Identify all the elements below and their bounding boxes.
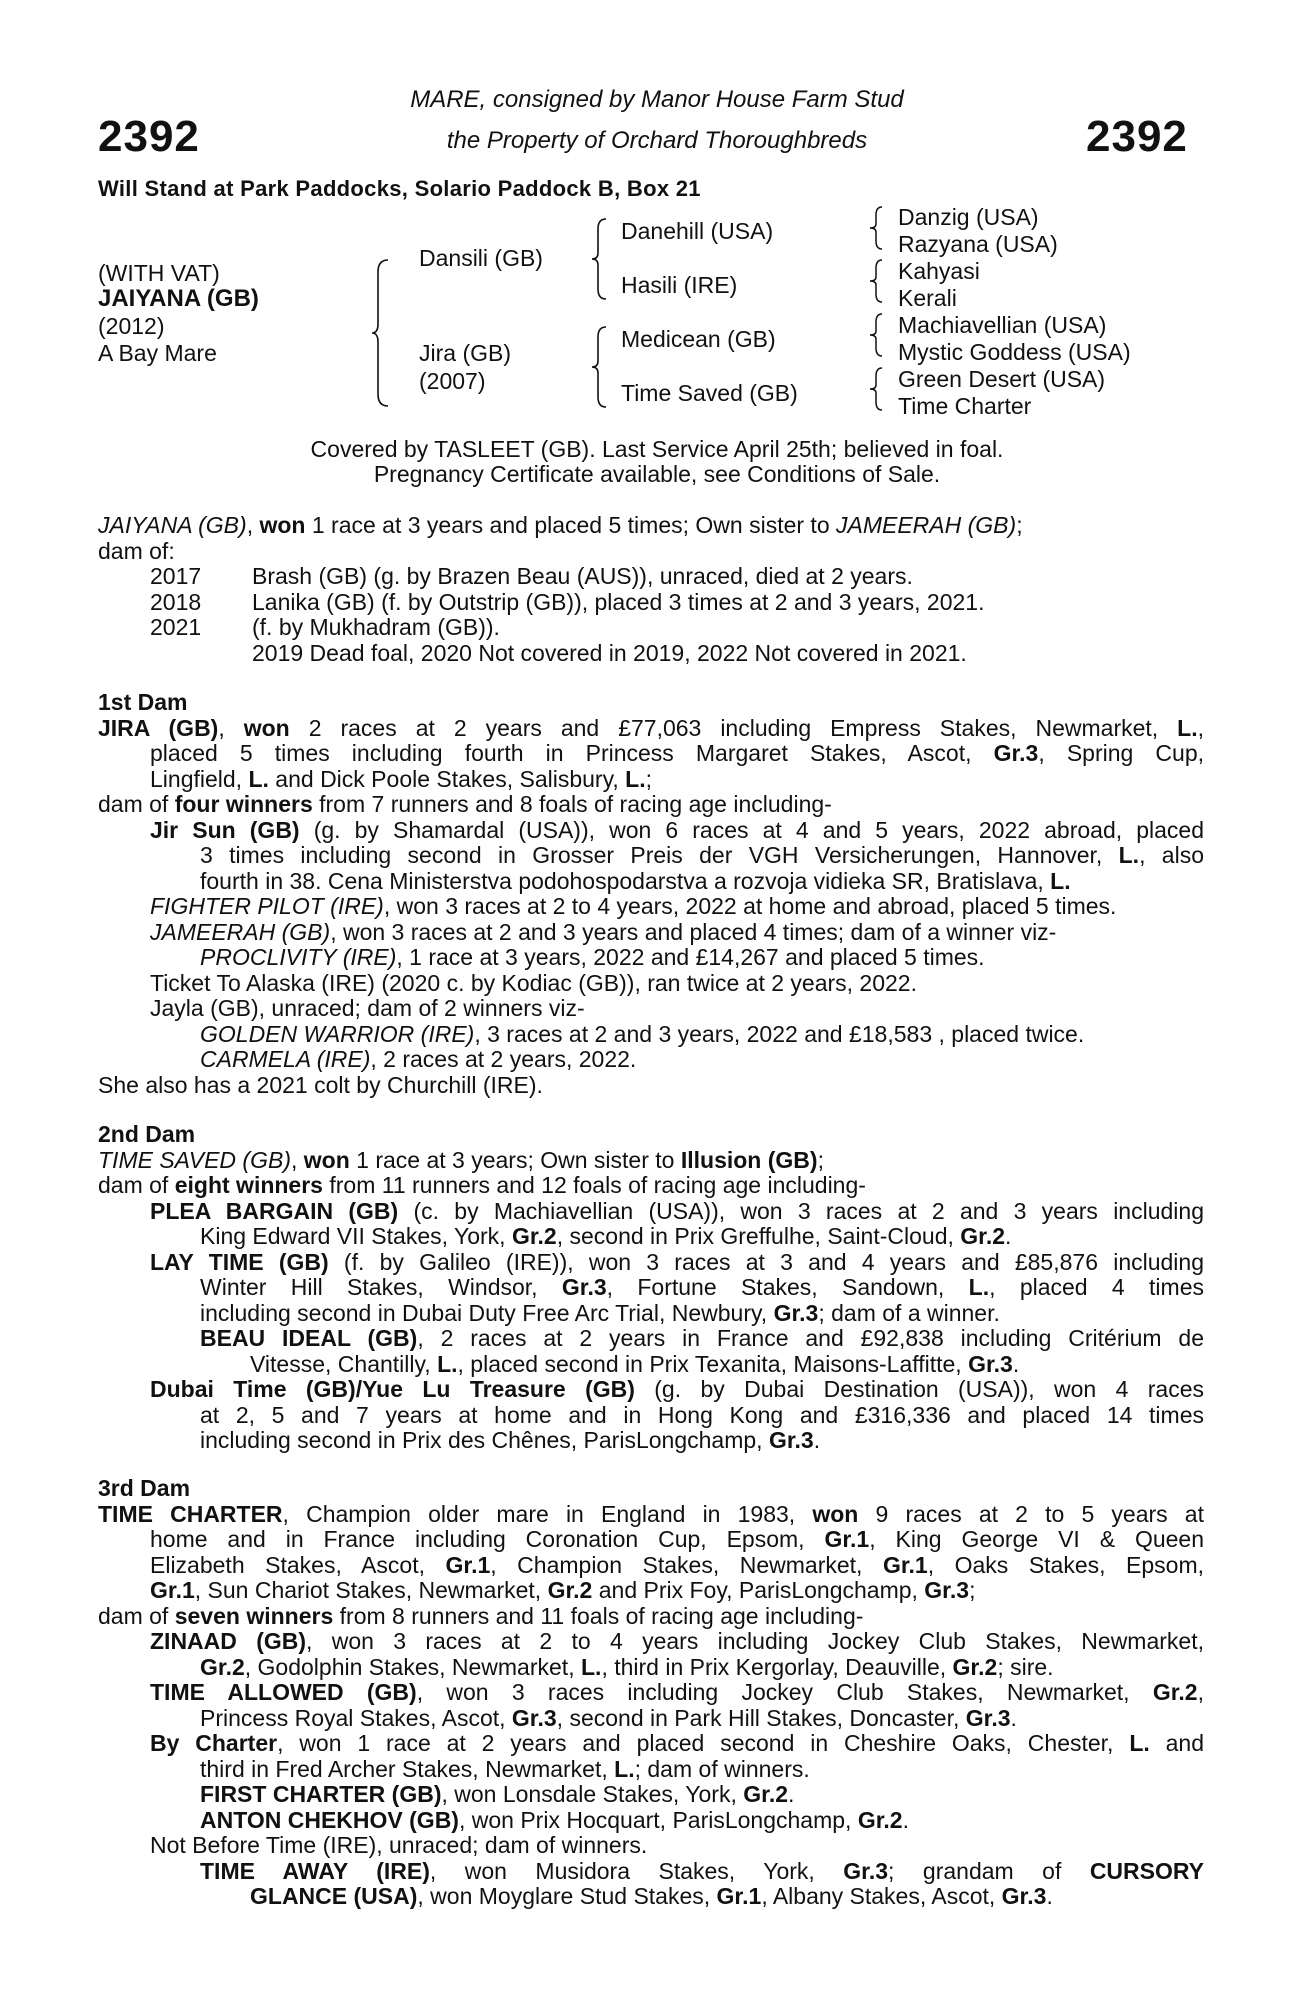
third-dam-line: TIME ALLOWED (GB), won 3 races including Jockey Club Stakes, Newmarket, Gr.2, [150, 1679, 1204, 1705]
pedigree-g3: Kahyasi [898, 258, 980, 284]
first-dam-line: PROCLIVITY (IRE), 1 race at 3 years, 2022 and £14,267 and placed 5 times. [200, 944, 985, 970]
second-dam-line: PLEA BARGAIN (GB) (c. by Machiavellian (USA)), won 3 races at 2 and 3 years including [150, 1197, 1204, 1224]
second-dam-line: LAY TIME (GB) (f. by Galileo (IRE)), won 3 races at 3 and 4 years and £85,876 including [150, 1248, 1205, 1275]
pedigree-g8: Time Charter [898, 393, 1032, 419]
consignment-line-2: the Property of Orchard Thoroughbreds [446, 127, 868, 154]
pedigree-g4: Kerali [898, 285, 957, 311]
pedigree-dam-dam: Time Saved (GB) [621, 380, 798, 406]
third-dam-line: Elizabeth Stakes, Ascot, Gr.1, Champion Stakes, Newmarket, Gr.1, Oaks Stakes, Epsom, [150, 1551, 1205, 1578]
pedigree-sire: Dansili (GB) [419, 245, 543, 271]
second-dam-line: including second in Dubai Duty Free Arc Trial, Newbury, Gr.3; dam of a winner. [200, 1299, 1000, 1326]
pedigree-dam-sire: Medicean (GB) [621, 326, 776, 352]
third-dam-line: dam of seven winners from 8 runners and 11 foals of racing age including- [98, 1602, 864, 1629]
pedigree-brace-g2 [868, 258, 886, 304]
third-dam-line: Princess Royal Stakes, Ascot, Gr.3, second in Park Hill Stakes, Doncaster, Gr.3. [200, 1704, 1017, 1731]
first-dam-line: JIRA (GB), won 2 races at 2 years and £77,063 including Empress Stakes, Newmarket, L., [98, 714, 1205, 741]
pedigree-g2: Razyana (USA) [898, 231, 1058, 257]
first-dam-line: fourth in 38. Cena Ministerstva podohospodarstva a rozvoja vidieka SR, Bratislava, L. [200, 867, 1071, 894]
first-dam-section [98, 690, 1204, 1098]
vat-note: (WITH VAT) [98, 260, 220, 286]
pedigree-dam: Jira (GB) [419, 340, 511, 366]
pedigree-g6: Mystic Goddess (USA) [898, 339, 1131, 365]
second-dam-line: at 2, 5 and 7 years at home and in Hong Kong and £316,336 and placed 14 times [200, 1401, 1204, 1428]
first-dam-line: Lingfield, L. and Dick Poole Stakes, Salisbury, L.; [150, 765, 653, 792]
first-dam-line: dam of four winners from 7 runners and 8 foals of racing age including- [98, 791, 832, 817]
consignment-line-1: MARE, consigned by Manor House Farm Stud [410, 86, 904, 113]
lot-number-left: 2392 [98, 112, 200, 161]
pedigree-g7: Green Desert (USA) [898, 366, 1106, 392]
pedigree-brace-sire [590, 217, 610, 301]
third-dam-heading: 3rd Dam [98, 1475, 191, 1501]
pedigree-g5: Machiavellian (USA) [898, 312, 1107, 338]
second-dam-line: Dubai Time (GB)/Yue Lu Treasure (GB) (g. by Dubai Destination (USA)), won 4 races [150, 1376, 1204, 1402]
produce-item: 2018 Lanika (GB) (f. by Outstrip (GB)), placed 3 times at 2 and 3 years, 2021. [150, 588, 985, 615]
first-dam-line: JAMEERAH (GB), won 3 races at 2 and 3 years and placed 4 times; dam of a winner viz- [150, 918, 1057, 945]
third-dam-line: Gr.1, Sun Chariot Stakes, Newmarket, Gr.2 and Prix Foy, ParisLongchamp, Gr.3; [150, 1577, 976, 1603]
produce-section [98, 513, 1204, 666]
covered-line-2: Pregnancy Certificate available, see Conditions of Sale. [373, 461, 941, 487]
third-dam-line: FIRST CHARTER (GB), won Lonsdale Stakes, York, Gr.2. [200, 1781, 795, 1807]
first-dam-line: She also has a 2021 colt by Churchill (IRE). [98, 1071, 543, 1098]
pedigree-brace-g4 [868, 366, 886, 412]
pedigree-brace-dam [590, 325, 610, 409]
third-dam-line: ANTON CHEKHOV (GB), won Prix Hocquart, ParisLongchamp, Gr.2. [200, 1806, 909, 1833]
covered-line-1: Covered by TASLEET (GB). Last Service April 25th; believed in foal. [310, 436, 1004, 462]
pedigree-brace-g1 [868, 205, 886, 251]
second-dam-line: King Edward VII Stakes, York, Gr.2, second in Prix Greffulhe, Saint-Cloud, Gr.2. [200, 1223, 1012, 1249]
third-dam-line: third in Fred Archer Stakes, Newmarket, L.; dam of winners. [200, 1755, 810, 1782]
horse-name: JAIYANA (GB) [98, 285, 259, 312]
produce-dam-of: dam of: [98, 537, 175, 564]
first-dam-heading: 1st Dam [98, 689, 188, 715]
second-dam-line: Winter Hill Stakes, Windsor, Gr.3, Fortune Stakes, Sandown, L., placed 4 times [200, 1274, 1204, 1300]
second-dam-line: including second in Prix des Chênes, ParisLongchamp, Gr.3. [200, 1427, 821, 1453]
pedigree-dam-year: (2007) [419, 368, 486, 394]
second-dam-heading: 2nd Dam [98, 1121, 196, 1147]
first-dam-line: Jir Sun (GB) (g. by Shamardal (USA)), won 6 races at 4 and 5 years, 2022 abroad, placed [150, 816, 1204, 843]
third-dam-line: Gr.2, Godolphin Stakes, Newmarket, L., third in Prix Kergorlay, Deauville, Gr.2; sire. [200, 1653, 1054, 1680]
third-dam-line: ZINAAD (GB), won 3 races at 2 to 4 years including Jockey Club Stakes, Newmarket, [150, 1628, 1204, 1654]
horse-description: A Bay Mare [98, 340, 217, 366]
pedigree-sire-dam: Hasili (IRE) [621, 272, 738, 298]
second-dam-line: BEAU IDEAL (GB), 2 races at 2 years in France and £92,838 including Critérium de [200, 1325, 1204, 1351]
second-dam-line: dam of eight winners from 11 runners and 12 foals of racing age including- [98, 1172, 866, 1198]
pedigree-sire-sire: Danehill (USA) [621, 218, 774, 244]
first-dam-line: GOLDEN WARRIOR (IRE), 3 races at 2 and 3 years, 2022 and £18,583 , placed twice. [200, 1020, 1085, 1047]
pedigree-brace-g3 [868, 312, 886, 358]
first-dam-line: Ticket To Alaska (IRE) (2020 c. by Kodiac (GB)), ran twice at 2 years, 2022. [150, 969, 917, 996]
first-dam-line: Jayla (GB), unraced; dam of 2 winners viz- [150, 995, 585, 1021]
first-dam-line: 3 times including second in Grosser Preis der VGH Versicherungen, Hannover, L., also [200, 842, 1204, 868]
second-dam-line: Vitesse, Chantilly, L., placed second in Prix Texanita, Maisons-Laffitte, Gr.3. [250, 1350, 1020, 1377]
pedigree-brace-main [370, 258, 392, 408]
third-dam-line: GLANCE (USA), won Moyglare Stud Stakes, Gr.1, Albany Stakes, Ascot, Gr.3. [250, 1883, 1053, 1909]
produce-item: 2017 Brash (GB) (g. by Brazen Beau (AUS)), unraced, died at 2 years. [150, 563, 913, 589]
third-dam-line: By Charter, won 1 race at 2 years and placed second in Cheshire Oaks, Chester, L. and [150, 1730, 1204, 1756]
third-dam-line: Not Before Time (IRE), unraced; dam of winners. [150, 1832, 648, 1858]
second-dam-section [98, 1122, 1204, 1454]
first-dam-line: placed 5 times including fourth in Princess Margaret Stakes, Ascot, Gr.3, Spring Cup, [150, 740, 1204, 766]
first-dam-line: FIGHTER PILOT (IRE), won 3 races at 2 to 4 years, 2022 at home and abroad, placed 5 times. [150, 893, 1117, 919]
pedigree-g1: Danzig (USA) [898, 204, 1039, 230]
third-dam-line: TIME CHARTER, Champion older mare in England in 1983, won 9 races at 2 to 5 years at [98, 1500, 1204, 1527]
lot-number-right: 2392 [1086, 112, 1188, 161]
third-dam-section [98, 1476, 1204, 1910]
first-dam-line: CARMELA (IRE), 2 races at 2 years, 2022. [200, 1046, 637, 1072]
stand-location: Will Stand at Park Paddocks, Solario Paddock B, Box 21 [98, 176, 701, 201]
third-dam-line: home and in France including Coronation Cup, Epsom, Gr.1, King George VI & Queen [150, 1526, 1205, 1552]
horse-year: (2012) [98, 313, 165, 339]
produce-note: 2019 Dead foal, 2020 Not covered in 2019, 2022 Not covered in 2021. [252, 639, 967, 666]
third-dam-line: TIME AWAY (IRE), won Musidora Stakes, York, Gr.3; grandam of CURSORY [200, 1857, 1204, 1884]
second-dam-line: TIME SAVED (GB), won 1 race at 3 years; Own sister to Illusion (GB); [98, 1146, 824, 1173]
produce-item: 2021 (f. by Mukhadram (GB)). [150, 614, 500, 640]
produce-intro: JAIYANA (GB), won 1 race at 3 years and placed 5 times; Own sister to JAMEERAH (GB); [98, 512, 1023, 538]
